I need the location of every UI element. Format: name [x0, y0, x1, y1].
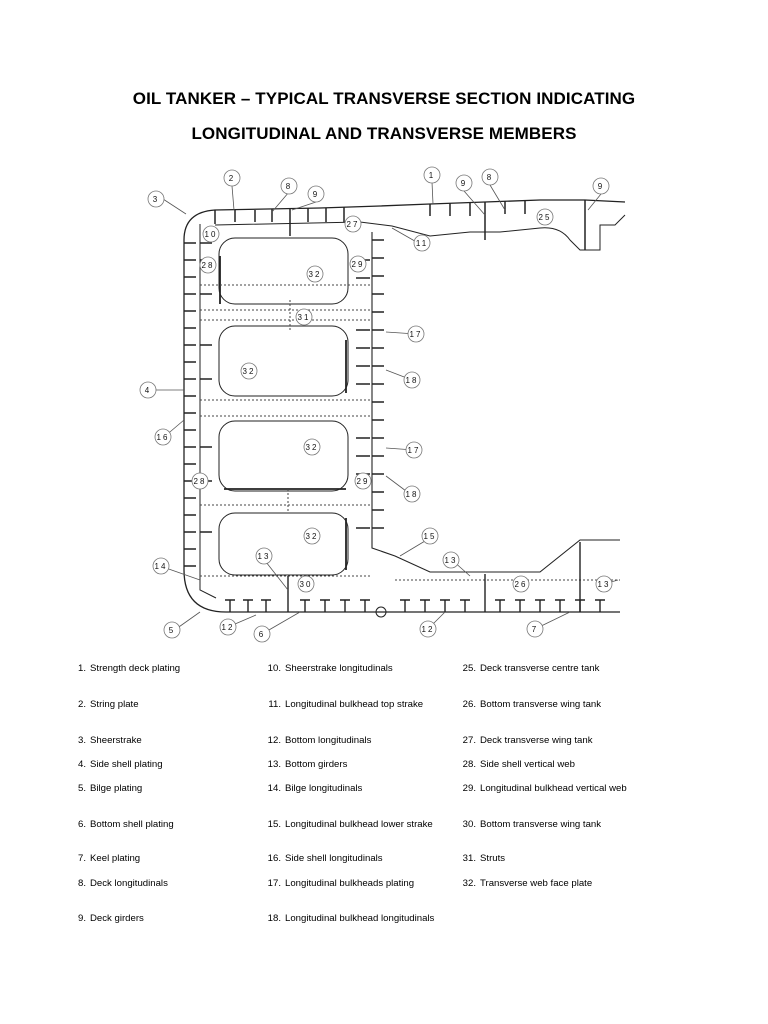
legend-item	[462, 783, 637, 795]
legend-item	[462, 853, 637, 865]
callout-label: 3	[152, 195, 160, 204]
legend-number: 12.	[267, 735, 281, 746]
legend-text: Deck transverse centre tank	[480, 663, 600, 674]
callout-label: 32	[305, 532, 319, 541]
legend-item	[72, 878, 247, 890]
legend-number: 30.	[462, 819, 476, 830]
callout-label: 18	[405, 376, 419, 385]
legend-item	[72, 699, 247, 711]
callout-label: 17	[407, 446, 421, 455]
legend-number: 5.	[77, 783, 86, 794]
legend-item	[462, 878, 637, 890]
legend-text: Deck girders	[90, 913, 144, 924]
callout-27	[345, 216, 361, 232]
callout-label: 15	[423, 532, 437, 541]
callout-label: 28	[193, 477, 207, 486]
callout-label: 2	[228, 174, 236, 183]
legend-item	[72, 913, 247, 925]
legend-text: Longitudinal bulkheads plating	[285, 878, 415, 889]
callout-13	[443, 552, 459, 568]
callout-3	[148, 191, 164, 207]
callout-16	[155, 429, 171, 445]
legend-text: Sheerstrake longitudinals	[285, 663, 393, 674]
legend-item	[267, 783, 442, 795]
callout-label: 32	[305, 443, 319, 452]
title-line-2: LONGITUDINAL AND TRANSVERSE MEMBERS	[191, 124, 577, 143]
web-opening-4	[219, 513, 348, 575]
legend-item	[267, 853, 442, 865]
callout-6	[254, 626, 270, 642]
callout-18	[404, 372, 420, 388]
callout-12	[420, 621, 436, 637]
callout-label: 10	[204, 230, 218, 239]
legend-item	[72, 853, 247, 865]
callout-label: 12	[221, 623, 235, 632]
legend-text: Keel plating	[90, 853, 141, 864]
callout-label: 31	[297, 313, 311, 322]
legend-text: Deck transverse wing tank	[480, 735, 593, 746]
callout-label: 7	[531, 625, 539, 634]
callout-label: 16	[156, 433, 170, 442]
callout-label: 13	[597, 580, 611, 589]
callout-12	[220, 619, 236, 635]
callout-26	[513, 576, 529, 592]
legend-item	[462, 699, 637, 711]
legend-text: Strength deck plating	[90, 663, 181, 674]
legend-item	[267, 663, 442, 675]
legend-item	[462, 735, 637, 747]
callout-label: 9	[312, 190, 320, 199]
legend-text: Bottom transverse wing tank	[480, 819, 602, 830]
legend-text: Bottom girders	[285, 759, 348, 770]
callout-10	[203, 226, 219, 242]
legend-number: 11.	[268, 699, 281, 710]
callout-label: 32	[242, 367, 256, 376]
callout-label: 12	[421, 625, 435, 634]
legend-item	[267, 913, 442, 925]
callout-4	[140, 382, 156, 398]
callout-15	[422, 528, 438, 544]
callout-11	[414, 235, 430, 251]
legend-number: 7.	[77, 853, 86, 864]
legend-number: 1.	[77, 663, 86, 674]
transverse-section-diagram	[0, 160, 768, 650]
legend-item	[267, 759, 442, 771]
legend-number: 9.	[77, 913, 86, 924]
legend-number: 28.	[462, 759, 476, 770]
callout-label: 5	[168, 626, 176, 635]
legend-number: 6.	[77, 819, 86, 830]
callout-14	[153, 558, 169, 574]
legend-number: 14.	[267, 783, 281, 794]
legend-number: 10.	[267, 663, 281, 674]
callout-28	[200, 257, 216, 273]
legend-text: Deck longitudinals	[90, 878, 168, 889]
callout-label: 26	[514, 580, 528, 589]
legend-item	[462, 819, 637, 831]
legend-number: 26.	[462, 699, 476, 710]
legend-text: Longitudinal bulkhead longitudinals	[285, 913, 435, 924]
longitudinal-bulkhead	[372, 232, 620, 572]
legend-number: 2.	[77, 699, 86, 710]
legend-number: 31.	[462, 853, 476, 864]
legend-text: Transverse web face plate	[480, 878, 593, 889]
callout-label: 32	[308, 270, 322, 279]
callout-label: 13	[257, 552, 271, 561]
legend-text: Bilge longitudinals	[285, 783, 363, 794]
legend-text: Side shell plating	[90, 759, 163, 770]
legend-item	[267, 878, 442, 890]
callout-label: 9	[597, 182, 605, 191]
hull-outline	[184, 200, 625, 612]
callout-8	[482, 169, 498, 185]
callout-9	[456, 175, 472, 191]
legend-item	[267, 735, 442, 747]
legend-item	[72, 783, 247, 795]
legend-text: Longitudinal bulkhead top strake	[285, 699, 424, 710]
legend-text: Sheerstrake	[90, 735, 142, 746]
legend-number: 25.	[462, 663, 476, 674]
callout-label: 29	[356, 477, 370, 486]
callout-32	[307, 266, 323, 282]
legend-text: String plate	[90, 699, 139, 710]
legend-item	[72, 663, 247, 675]
web-opening-1	[219, 238, 348, 304]
callout-label: 28	[201, 261, 215, 270]
callout-label: 27	[346, 220, 360, 229]
callout-32	[304, 528, 320, 544]
callout-2	[224, 170, 240, 186]
legend-number: 15.	[267, 819, 281, 830]
legend-text: Longitudinal bulkhead lower strake	[285, 819, 433, 830]
callout-label: 11	[415, 239, 429, 248]
legend-number: 29.	[462, 783, 476, 794]
callout-8	[281, 178, 297, 194]
legend-text: Bilge plating	[90, 783, 143, 794]
callout-29	[355, 473, 371, 489]
callout-9	[593, 178, 609, 194]
callout-32	[241, 363, 257, 379]
legend-text: Side shell longitudinals	[285, 853, 383, 864]
legend-number: 13.	[267, 759, 281, 770]
callout-13	[596, 576, 612, 592]
callout-label: 14	[154, 562, 168, 571]
legend-number: 16.	[267, 853, 281, 864]
legend-number: 8.	[77, 878, 86, 889]
callout-17	[408, 326, 424, 342]
callout-9	[308, 186, 324, 202]
callout-label: 17	[409, 330, 423, 339]
callout-7	[527, 621, 543, 637]
legend-item	[267, 699, 442, 711]
callout-1	[424, 167, 440, 183]
callout-label: 1	[428, 171, 436, 180]
legend-item	[462, 759, 637, 771]
callout-17	[406, 442, 422, 458]
callout-label: 6	[258, 630, 266, 639]
legend-item	[72, 735, 247, 747]
legend-number: 32.	[462, 878, 476, 889]
legend-item	[267, 819, 442, 831]
callout-30	[298, 576, 314, 592]
legend-number: 3.	[77, 735, 86, 746]
legend-number: 17.	[267, 878, 281, 889]
legend-text: Bottom transverse wing tank	[480, 699, 602, 710]
callout-25	[537, 209, 553, 225]
callout-label: 30	[299, 580, 313, 589]
callout-32	[304, 439, 320, 455]
inner-hull	[200, 224, 216, 598]
legend-number: 4.	[77, 759, 86, 770]
legend-text: Longitudinal bulkhead vertical web	[480, 783, 627, 794]
callout-5	[164, 622, 180, 638]
callout-label: 25	[538, 213, 552, 222]
callout-18	[404, 486, 420, 502]
callout-31	[296, 309, 312, 325]
web-opening-2	[219, 326, 348, 396]
legend-item	[462, 663, 637, 675]
callout-label: 8	[486, 173, 494, 182]
callout-label: 29	[351, 260, 365, 269]
callout-label: 13	[444, 556, 458, 565]
legend-text: Bottom longitudinals	[285, 735, 372, 746]
legend-item	[72, 819, 247, 831]
legend-text: Side shell vertical web	[480, 759, 575, 770]
callout-29	[350, 256, 366, 272]
callout-13	[256, 548, 272, 564]
callout-28	[192, 473, 208, 489]
callout-label: 8	[285, 182, 293, 191]
legend-number: 18.	[267, 913, 281, 924]
callout-label: 18	[405, 490, 419, 499]
legend-number: 27.	[462, 735, 476, 746]
legend-text: Struts	[480, 853, 506, 864]
title-line-1: OIL TANKER – TYPICAL TRANSVERSE SECTION INDICATING	[132, 89, 636, 108]
web-opening-3	[219, 421, 348, 491]
callout-label: 9	[460, 179, 468, 188]
legend-text: Bottom shell plating	[90, 819, 174, 830]
legend-item	[72, 759, 247, 771]
callout-label: 4	[144, 386, 152, 395]
